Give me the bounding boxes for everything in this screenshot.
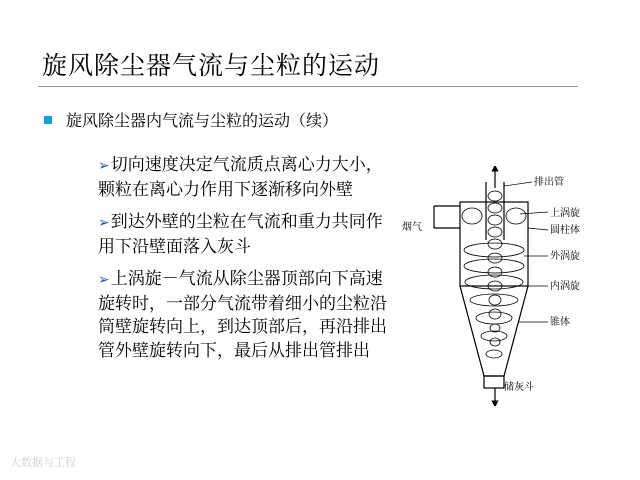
label-upper-vortex: 上涡旋 (550, 208, 580, 219)
bullet-item (98, 268, 398, 363)
label-cylinder: 圆柱体 (550, 225, 580, 236)
bullet-text: 到达外壁的尘粒在气流和重力共同作用下沿壁面落入灰斗 (98, 212, 383, 257)
square-bullet-icon (44, 116, 52, 124)
arrow-bullet-icon: ➢ (98, 158, 110, 174)
bullet-list (98, 154, 398, 372)
inner-vortex (488, 191, 502, 404)
label-cone: 锥体 (550, 317, 570, 328)
label-outlet-pipe: 排出管 (534, 177, 564, 188)
label-inlet-gas: 烟气 (402, 222, 422, 233)
upper-vortex (462, 208, 526, 224)
bullet-text: 切向速度决定气流质点离心力大小，颗粒在离心力作用下逐渐移向外壁 (98, 155, 383, 200)
bullet-item (98, 211, 398, 259)
arrow-bullet-icon: ➢ (98, 272, 110, 288)
bullet-item (98, 154, 398, 202)
inlet-duct (434, 206, 460, 228)
slide-title: 旋风除尘器气流与尘粒的运动 (42, 51, 381, 80)
bullet-text: 上涡旋－气流从除尘器顶部向下高速旋转时，一部分气流带着细小的尘粒沿筒壁旋转向上，到达顶部后，再沿排出管外壁旋转向下，最后从排出管排出 (98, 269, 387, 361)
label-outer-vortex: 外涡旋 (550, 251, 580, 262)
title-divider (38, 86, 578, 87)
watermark: 大数据与工程 (10, 456, 76, 469)
arrow-bullet-icon: ➢ (98, 215, 110, 231)
label-inner-vortex: 内涡旋 (550, 281, 580, 292)
outer-vortex (464, 243, 524, 358)
label-ash-hopper: 储灰斗 (504, 382, 534, 393)
section-heading (44, 108, 338, 131)
section-heading-text: 旋风除尘器内气流与尘粒的运动（续） (66, 111, 339, 130)
cyclone-diagram (400, 166, 600, 406)
